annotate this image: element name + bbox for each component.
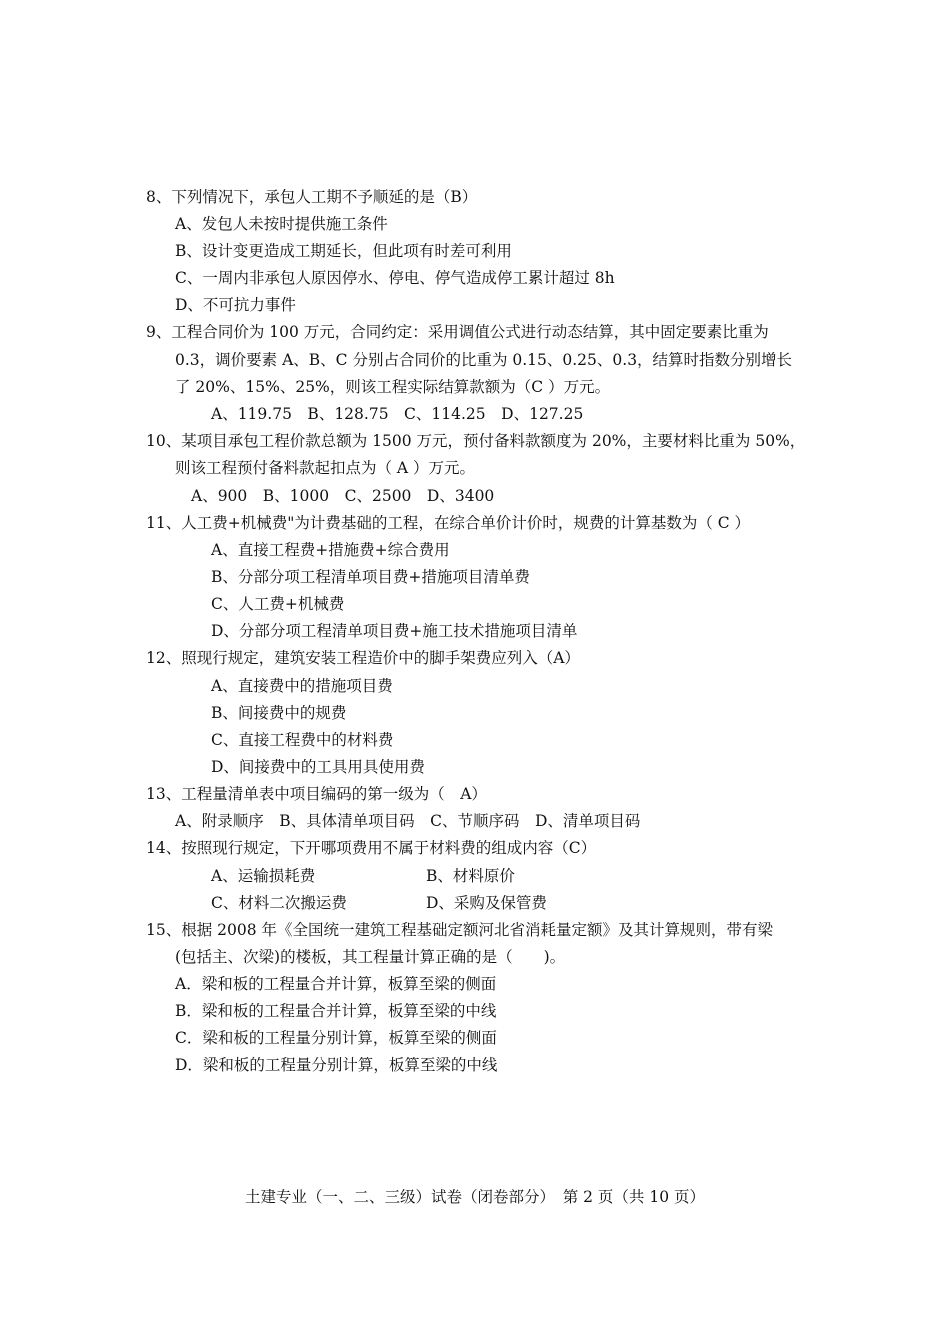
question-9-stem-line-3: 了 20%、15%、25%，则该工程实际结算款额为（C ）万元。 <box>175 378 611 396</box>
question-12-option-d: D、间接费中的工具用具使用费 <box>211 758 425 776</box>
question-8-stem: 8、下列情况下，承包人工期不予顺延的是（B） <box>146 188 478 206</box>
question-14-option-a: A、运输损耗费 <box>211 867 316 885</box>
question-14-option-d: D、采购及保管费 <box>426 894 547 912</box>
question-10-stem-line-1: 10、某项目承包工程价款总额为 1500 万元，预付备料款额度为 20%，主要材料比重为 50%， <box>146 432 806 450</box>
question-10-options: A、900 B、1000 C、2500 D、3400 <box>191 487 495 505</box>
question-14-option-b: B、材料原价 <box>426 867 515 885</box>
question-15-option-c: C．梁和板的工程量分别计算，板算至梁的侧面 <box>175 1029 497 1047</box>
question-15-stem-line-2: (包括主、次梁)的楼板，其工程量计算正确的是（ )。 <box>175 948 566 966</box>
question-8-option-c: C、一周内非承包人原因停水、停电、停气造成停工累计超过 8h <box>175 269 615 287</box>
question-14-stem: 14、按照现行规定，下开哪项费用不属于材料费的组成内容（C） <box>146 839 597 857</box>
question-13-options: A、附录顺序 B、具体清单项目码 C、节顺序码 D、清单项目码 <box>175 812 641 830</box>
question-11-option-d: D、分部分项工程清单项目费+施工技术措施项目清单 <box>211 622 578 640</box>
question-8-option-d: D、不可抗力事件 <box>175 296 296 314</box>
question-15-option-d: D．梁和板的工程量分别计算，板算至梁的中线 <box>175 1056 498 1074</box>
question-14-option-c: C、材料二次搬运费 <box>211 894 347 912</box>
question-10-stem-line-2: 则该工程预付备料款起扣点为（ A ）万元。 <box>175 459 476 477</box>
question-12-option-c: C、直接工程费中的材料费 <box>211 731 394 749</box>
question-11-option-b: B、分部分项工程清单项目费+措施项目清单费 <box>211 568 530 586</box>
question-12-option-b: B、间接费中的规费 <box>211 704 347 722</box>
question-8-option-a: A、发包人未按时提供施工条件 <box>175 215 388 233</box>
question-15-stem-line-1: 15、根据 2008 年《全国统一建筑工程基础定额河北省消耗量定额》及其计算规则，带有梁 <box>146 921 774 939</box>
question-13-stem: 13、工程量清单表中项目编码的第一级为（ A） <box>146 785 487 803</box>
question-8-option-b: B、设计变更造成工期延长，但此项有时差可利用 <box>175 242 512 260</box>
question-12-option-a: A、直接费中的措施项目费 <box>211 677 393 695</box>
page-footer: 土建专业（一、二、三级）试卷（闭卷部分） 第 2 页（共 10 页） <box>244 1188 706 1206</box>
question-15-option-b: B．梁和板的工程量合并计算，板算至梁的中线 <box>175 1002 497 1020</box>
question-9-stem-line-1: 9、工程合同价为 100 万元，合同约定：采用调值公式进行动态结算，其中固定要素比重为 <box>146 323 769 341</box>
question-15-option-a: A．梁和板的工程量合并计算，板算至梁的侧面 <box>175 975 497 993</box>
question-14-options-row-2 <box>211 893 547 913</box>
question-9-options: A、119.75 B、128.75 C、114.25 D、127.25 <box>211 405 584 423</box>
question-14-options-row-1 <box>211 866 515 886</box>
question-9-stem-line-2: 0.3，调价要素 A、B、C 分别占合同价的比重为 0.15、0.25、0.3，结算时指数分别增长 <box>175 351 793 369</box>
question-12-stem: 12、照现行规定，建筑安装工程造价中的脚手架费应列入（A） <box>146 649 580 667</box>
question-11-option-a: A、直接工程费+措施费+综合费用 <box>211 541 450 559</box>
question-11-stem: 11、人工费+机械费"为计费基础的工程，在综合单价计价时，规费的计算基数为（ C ） <box>146 514 751 532</box>
question-11-option-c: C、人工费+机械费 <box>211 595 345 613</box>
